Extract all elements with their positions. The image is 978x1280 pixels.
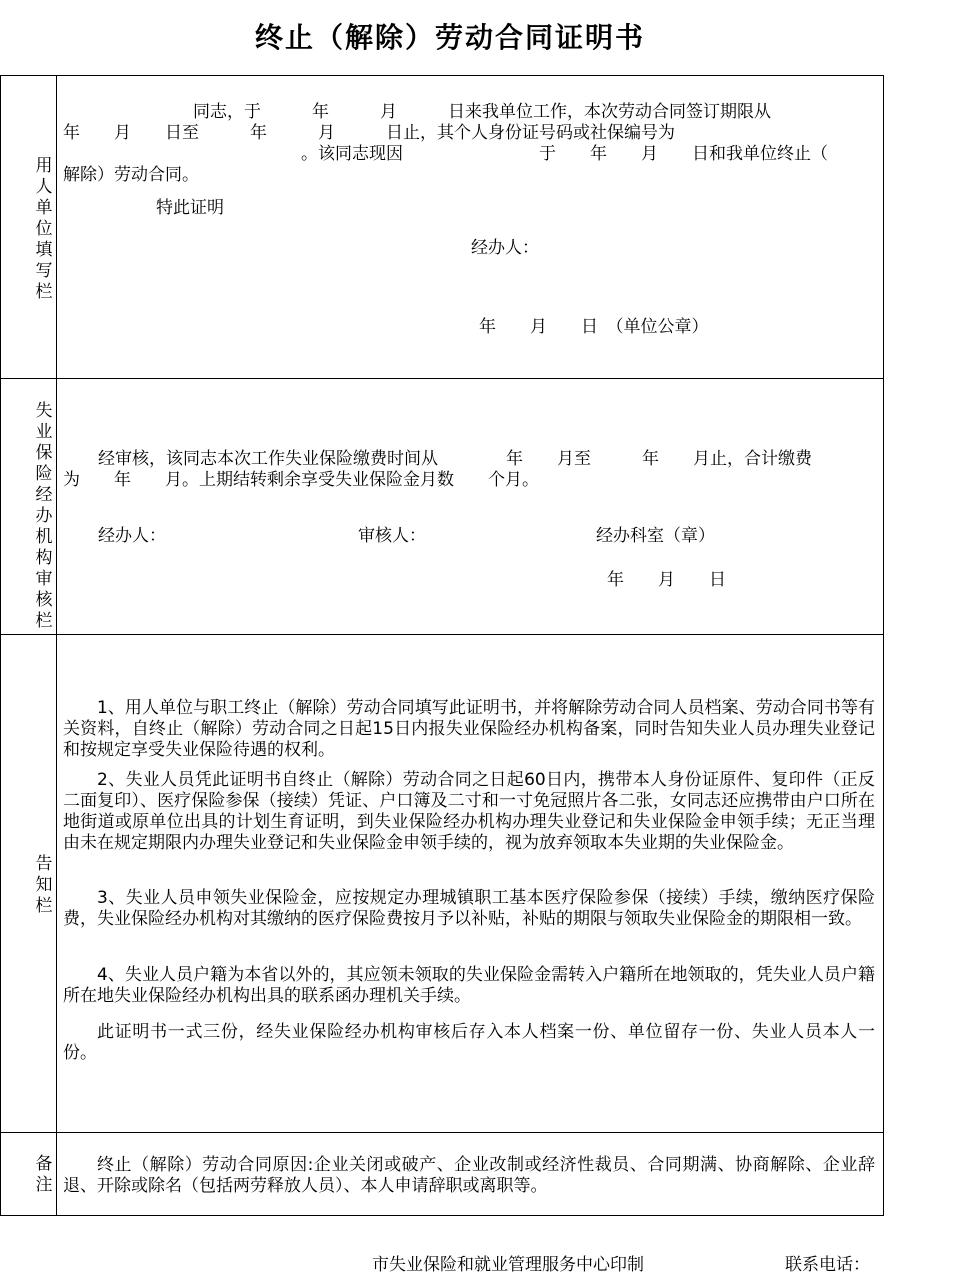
notice-item: 此证明书一式三份，经失业保险经办机构审核后存入本人档案一份、单位留存一份、失业人员本人一份。 (63, 1022, 875, 1063)
notice-item: 1、用人单位与职工终止（解除）劳动合同填写此证明书，并将解除劳动合同人员档案、劳动合同书等有关资料，自终止（解除）劳动合同之日起15日内报失业保险经办机构备案，同时告知失业人员办理失业登记和按规定享受失业保险待遇的权利。 (63, 698, 875, 760)
agency-office-seal-label: 经办科室（章） (596, 526, 715, 546)
certify-text: 特此证明 (156, 198, 224, 218)
agency-section-label: 失业保险经办机构审核栏 (35, 401, 53, 631)
employer-text-line-1: 同志，于 年 月 日来我单位工作，本次劳动合同签订期限从 (193, 102, 771, 122)
printer-credit: 市失业保险和就业管理服务中心印制 (372, 1255, 644, 1275)
remarks-text: 终止（解除）劳动合同原因:企业关闭或破产、企业改制或经济性裁员、合同期满、协商解除、企业辞退、开除或除名（包括两劳释放人员）、本人申请辞职或离职等。 (63, 1155, 875, 1196)
employer-section-label: 用人单位填写栏 (35, 156, 53, 302)
section-divider (1, 1132, 883, 1133)
agency-text-line-2: 为 年 月。上期结转剩余享受失业保险金月数 个月。 (63, 470, 539, 490)
agency-handler-label: 经办人： (98, 526, 166, 546)
notice-section-label: 告知栏 (35, 854, 53, 916)
certificate-table (0, 75, 884, 1216)
remarks-section-label: 备注 (35, 1154, 53, 1195)
employer-date-seal: 年 月 日 （单位公章） (479, 317, 709, 337)
notice-item: 3、失业人员申领失业保险金，应按规定办理城镇职工基本医疗保险参保（接续）手续，缴纳医疗保险费，失业保险经办机构对其缴纳的医疗保险费按月予以补贴，补贴的期限与领取失业保险金的期限相一致。 (63, 888, 875, 929)
employer-text-line-3: 。该同志现因 于 年 月 日和我单位终止（ (301, 144, 828, 164)
notice-item: 2、失业人员凭此证明书自终止（解除）劳动合同之日起60日内，携带本人身份证原件、复印件（正反二面复印）、医疗保险参保（接续）凭证、户口簿及二寸和一寸免冠照片各二张，女同志还应携带由户口所在地街道或原单位出具的计划生育证明，到失业保险经办机构办理失业登记和失业保险金申领手续；无正当理由未在规定期限内办理失业登记和失业保险金申领手续的，视为放弃领取本失业期的失业保险金。 (63, 770, 875, 853)
contact-phone-label: 联系电话： (785, 1255, 870, 1275)
section-divider (1, 634, 883, 635)
section-divider (1, 378, 883, 379)
agency-text-line-1: 经审核，该同志本次工作失业保险缴费时间从 年 月至 年 月止，合计缴费 (98, 449, 812, 469)
employer-text-line-2: 年 月 日至 年 月 日止，其个人身份证号码或社保编号为 (63, 123, 675, 143)
employer-handler-label: 经办人： (471, 238, 539, 258)
agency-reviewer-label: 审核人： (358, 526, 426, 546)
document-title: 终止（解除）劳动合同证明书 (254, 21, 645, 54)
notice-item: 4、失业人员户籍为本省以外的，其应领未领取的失业保险金需转入户籍所在地领取的，凭失业人员户籍所在地失业保险经办机构出具的联系函办理机关手续。 (63, 965, 875, 1006)
agency-date: 年 月 日 (607, 570, 726, 590)
employer-text-line-4: 解除）劳动合同。 (63, 165, 199, 185)
